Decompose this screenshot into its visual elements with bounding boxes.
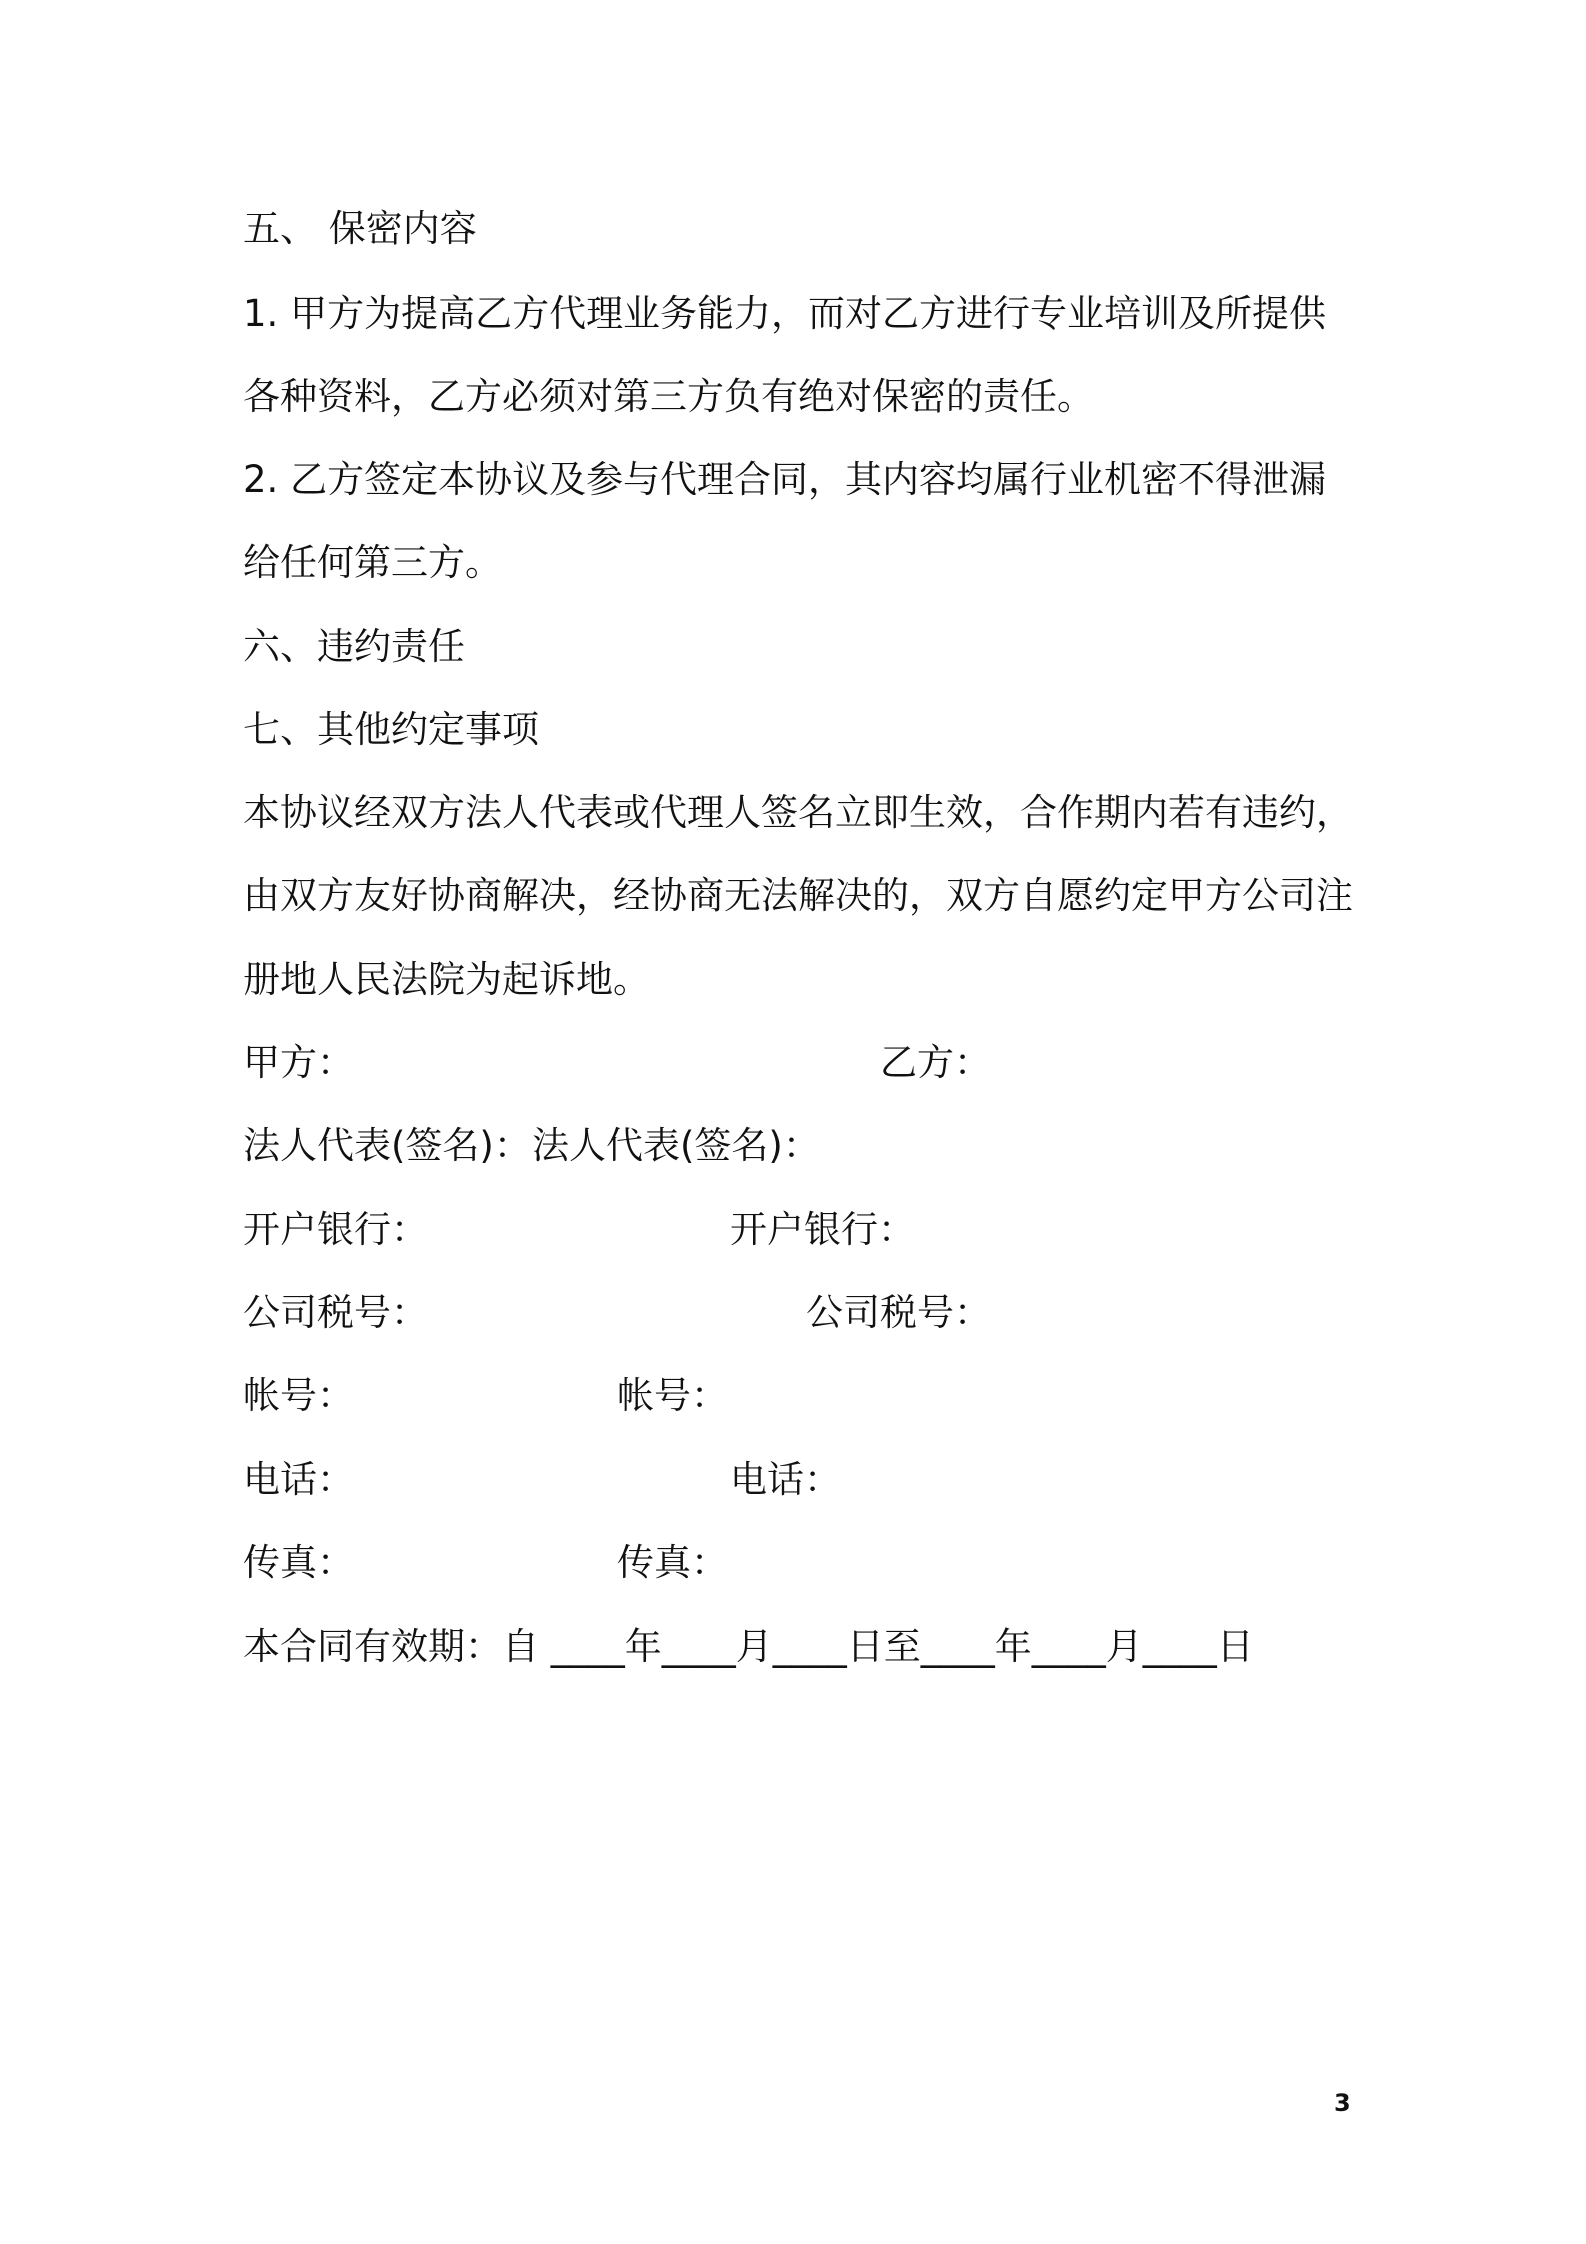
section-5-item-1-line-1: 1. 甲方为提高乙方代理业务能力，而对乙方进行专业培训及所提供 (243, 292, 1327, 335)
party-b-label: 乙方： (880, 1041, 991, 1084)
fax-b-label: 传真： (617, 1541, 728, 1584)
section-5-item-2-line-1: 2. 乙方签定本协议及参与代理合同，其内容均属行业机密不得泄漏 (243, 458, 1327, 501)
section-7-paragraph-line-3: 册地人民法院为起诉地。 (243, 958, 650, 1001)
phone-a-label: 电话： (243, 1458, 354, 1501)
section-5-item-2-line-2: 给任何第三方。 (243, 541, 502, 584)
bank-b-label: 开户银行： (730, 1208, 915, 1251)
section-5-heading: 五、 保密内容 (243, 207, 477, 250)
bank-a-label: 开户银行： (243, 1208, 428, 1251)
fax-a-label: 传真： (243, 1541, 354, 1584)
account-a-label: 帐号： (243, 1374, 354, 1417)
phone-b-label: 电话： (730, 1458, 841, 1501)
account-b-label: 帐号： (617, 1374, 728, 1417)
section-6-heading: 六、违约责任 (243, 625, 465, 668)
section-7-heading: 七、其他约定事项 (243, 708, 539, 751)
section-5-item-1-line-2: 各种资料，乙方必须对第三方负有绝对保密的责任。 (243, 375, 1094, 418)
legal-rep-a-label: 法人代表(签名)： (243, 1124, 531, 1167)
tax-id-b-label: 公司税号： (806, 1291, 991, 1334)
section-7-paragraph-line-1: 本协议经双方法人代表或代理人签名立即生效，合作期内若有违约， (243, 791, 1353, 834)
validity-period: 本合同有效期：自 ____年____月____日至____年____月____日 (243, 1625, 1254, 1668)
legal-rep-b-label: 法人代表(签名)： (532, 1124, 820, 1167)
party-a-label: 甲方： (243, 1041, 354, 1084)
tax-id-a-label: 公司税号： (243, 1291, 428, 1334)
page-number: 3 (1334, 2089, 1351, 2117)
section-7-paragraph-line-2: 由双方友好协商解决，经协商无法解决的，双方自愿约定甲方公司注 (243, 874, 1353, 917)
